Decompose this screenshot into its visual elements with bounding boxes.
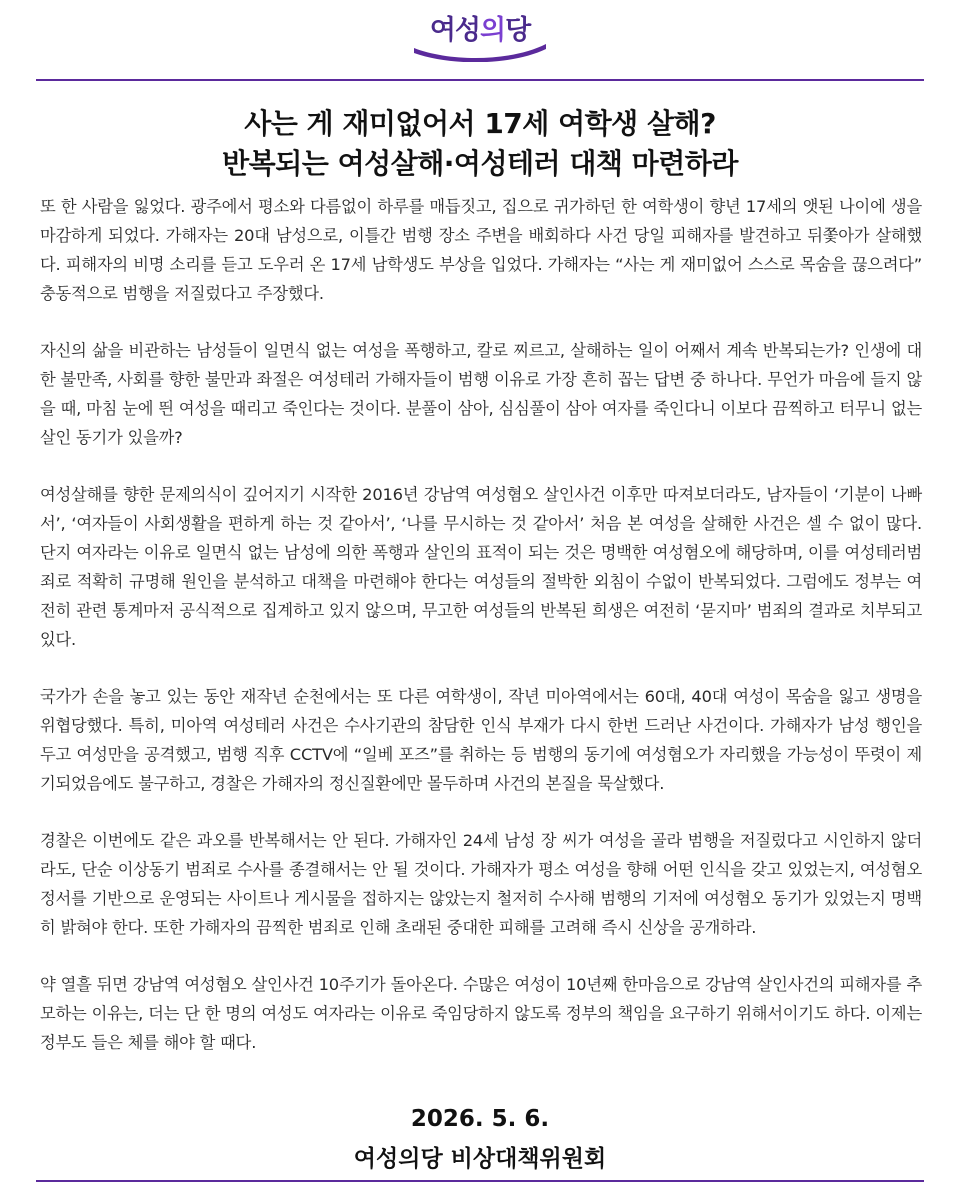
bottom-divider <box>36 1180 924 1182</box>
page-title-line-2: 반복되는 여성살해·여성테러 대책 마련하라 <box>222 147 738 180</box>
paragraph-3: 여성살해를 향한 문제의식이 깊어지기 시작한 2016년 강남역 여성혐오 살인사건 이후만 따져보더라도, 남자들이 ‘기분이 나빠서’, ‘여자들이 사회생활을 편하게 하는 것 같아서’, ‘나를 무시하는 것 같아서’ 처음 본 여성을 살해한 사건은 셀 수 없이 많다. 단지 여자라는 이유로 일면식 없는 남성에 의한 폭행과 살인의 표적이 되는 것은 명백한 여성혐오에 해당하며, 이를 여성테러범죄로 적확히 규명해 원인을 분석하고 대책을 마련해야 한다는 여성들의 절박한 외침이 수없이 반복되었다. 그럼에도 정부는 여전히 관련 통계마저 공식적으로 집계하고 있지 않으며, 무고한 여성들의 반복된 희생은 여전히 ‘묻지마’ 범죄의 결과로 치부되고 있다. <box>40 485 922 649</box>
paragraph-2: 자신의 삶을 비관하는 남성들이 일면식 없는 여성을 폭행하고, 칼로 찌르고, 살해하는 일이 어째서 계속 반복되는가? 인생에 대한 불만족, 사회를 향한 불만과 좌절은 여성테러 가해자들이 범행 이유로 가장 흔히 꼽는 답변 중 하나다. 무언가 마음에 들지 않을 때, 마침 눈에 띈 여성을 때리고 죽인다는 것이다. 분풀이 삼아, 심심풀이 삼아 여자를 죽인다니 이보다 끔찍하고 터무니 없는 살인 동기가 있을까? <box>40 341 922 447</box>
page-title-line-1: 사는 게 재미없어서 17세 여학생 살해? <box>244 107 716 140</box>
header <box>0 14 960 64</box>
top-divider <box>36 79 924 81</box>
issuing-organization: 여성의당 비상대책위원회 <box>353 1146 607 1172</box>
logo-swoosh-icon <box>410 40 550 62</box>
statement-date: 2026. 5. 6. <box>410 1106 550 1132</box>
statement-body <box>40 192 922 1085</box>
logo-wordmark: 여성의당 <box>429 15 531 46</box>
paragraph-6: 약 열흘 뒤면 강남역 여성혐오 살인사건 10주기가 돌아온다. 수많은 여성이 10년째 한마음으로 강남역 살인사건의 피해자를 추모하는 이유는, 더는 단 한 명의 여성도 여자라는 이유로 죽임당하지 않도록 정부의 책임을 요구하기 위해서이기도 하다. 이제는 정부도 들은 체를 해야 할 때다. <box>40 975 922 1052</box>
paragraph-1: 또 한 사람을 잃었다. 광주에서 평소와 다름없이 하루를 매듭짓고, 집으로 귀가하던 한 여학생이 향년 17세의 앳된 나이에 생을 마감하게 되었다. 가해자는 20대 남성으로, 이틀간 범행 장소 주변을 배회하다 사건 당일 피해자를 발견하고 뒤쫓아가 살해했다. 피해자의 비명 소리를 듣고 도우러 온 17세 남학생도 부상을 입었다. 가해자는 “사는 게 재미없어 스스로 목숨을 끊으려다” 충동적으로 범행을 저질렀다고 주장했다. <box>40 197 922 303</box>
paragraph-4: 국가가 손을 놓고 있는 동안 재작년 순천에서는 또 다른 여학생이, 작년 미아역에서는 60대, 40대 여성이 목숨을 잃고 생명을 위협당했다. 특히, 미아역 여성테러 사건은 수사기관의 참담한 인식 부재가 다시 한번 드러난 사건이다. 가해자가 남성 행인을 두고 여성만을 공격했고, 범행 직후 CCTV에 “일베 포즈”를 취하는 등 범행의 동기에 여성혐오가 자리했을 가능성이 뚜렷이 제기되었음에도 불구하고, 경찰은 가해자의 정신질환에만 몰두하며 사건의 본질을 묵살했다. <box>40 687 922 793</box>
party-logo[interactable] <box>410 14 550 64</box>
paragraph-5: 경찰은 이번에도 같은 과오를 반복해서는 안 된다. 가해자인 24세 남성 장 씨가 여성을 골라 범행을 저질렀다고 시인하지 않더라도, 단순 이상동기 범죄로 수사를 종결해서는 안 될 것이다. 가해자가 평소 여성을 향해 어떤 인식을 갖고 있었는지, 여성혐오 정서를 기반으로 운영되는 사이트나 게시물을 접하지는 않았는지 철저히 수사해 범행의 기저에 여성혐오 동기가 있었는지 명백히 밝혀야 한다. 또한 가해자의 끔찍한 범죄로 인해 초래된 중대한 피해를 고려해 즉시 신상을 공개하라. <box>40 831 922 937</box>
